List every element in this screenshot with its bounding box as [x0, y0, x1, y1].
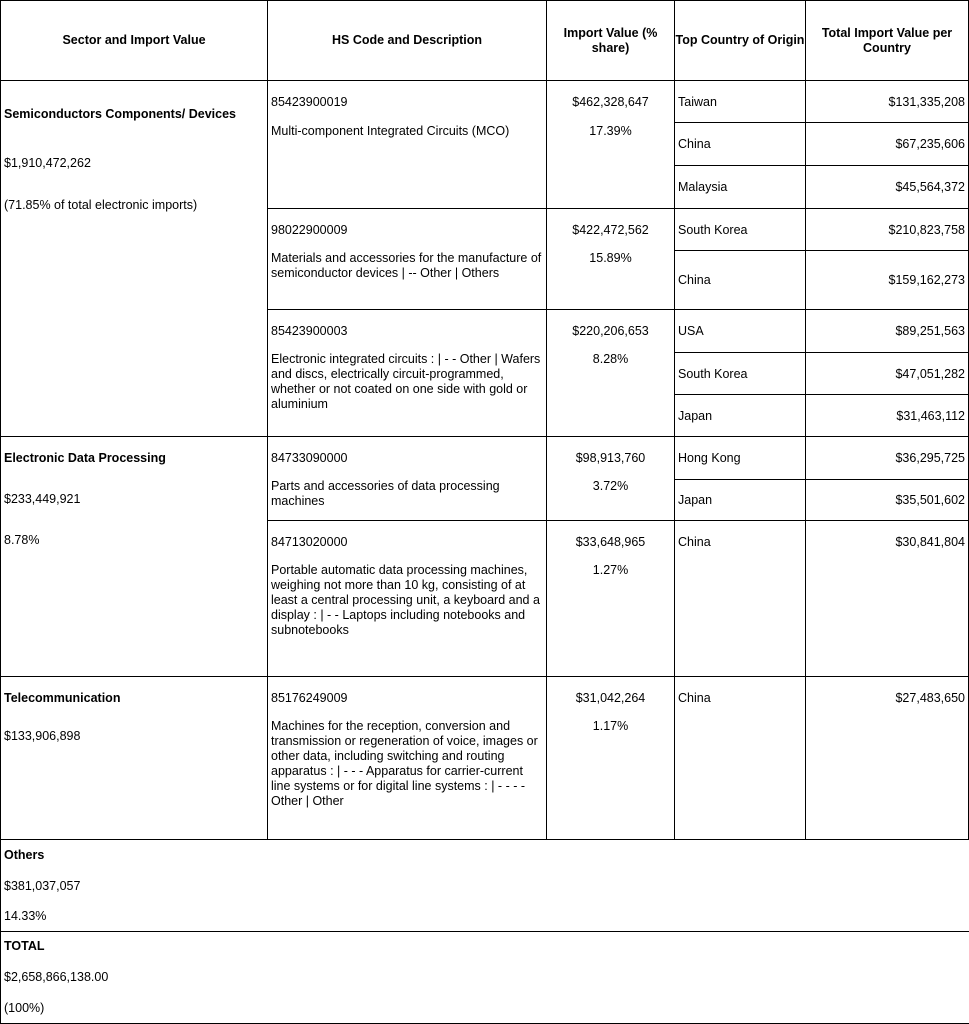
- hs-cell: [268, 81, 547, 209]
- country-name: Malaysia: [678, 180, 728, 194]
- country-value: $159,162,273: [888, 273, 965, 287]
- import-value: $33,648,965: [575, 535, 646, 549]
- hs-code: 85423900019: [271, 95, 348, 109]
- import-share: 17.39%: [589, 124, 632, 138]
- sector-share: (71.85% of total electronic imports): [4, 198, 198, 212]
- country-cell: [675, 521, 806, 677]
- country-name: South Korea: [678, 222, 748, 237]
- country-value: $35,501,602: [895, 493, 965, 507]
- total-value: $2,658,866,138.00: [4, 970, 109, 984]
- hs-description: Machines for the reception, conversion and transmission or regeneration of voice, images or other data, including switching and routing apparatus : | - - - Apparatus for carrier-current line systems or for digital line systems : | - - - - Other | Other: [271, 719, 538, 808]
- country-cell: [675, 123, 806, 166]
- import-value-cell: [547, 81, 675, 209]
- import-value-cell: [547, 209, 675, 310]
- import-share: 8.28%: [592, 352, 629, 366]
- country-name: China: [678, 691, 711, 705]
- country-value: $47,051,282: [895, 366, 965, 381]
- sector-share: 8.78%: [4, 533, 40, 547]
- header-top-country: Top Country of Origin: [675, 1, 806, 81]
- country-cell: [675, 209, 806, 251]
- country-value-cell: [806, 166, 969, 209]
- country-value-cell: [806, 395, 969, 437]
- country-name: Hong Kong: [678, 451, 741, 465]
- country-cell: [675, 81, 806, 123]
- others-value: $381,037,057: [4, 879, 81, 893]
- country-name: Taiwan: [678, 94, 717, 109]
- country-value: $89,251,563: [895, 324, 965, 338]
- hs-cell: [268, 310, 547, 437]
- hs-code: 98022900009: [271, 223, 348, 237]
- sector-name: Telecommunication: [4, 691, 121, 705]
- hs-cell: [268, 209, 547, 310]
- country-cell: [675, 166, 806, 209]
- country-value-cell: [806, 251, 969, 310]
- import-value-cell: [547, 310, 675, 437]
- country-cell: [675, 395, 806, 437]
- hs-description: Portable automatic data processing machines, weighing not more than 10 kg, consisting of at least a central processing unit, a keyboard and a display : | - - Laptops including notebooks and subnotebooks: [271, 563, 540, 637]
- sector-name: Electronic Data Processing: [4, 451, 166, 465]
- country-value: $27,483,650: [895, 691, 965, 705]
- import-value: $98,913,760: [575, 451, 646, 465]
- sector-name: Semiconductors Components/ Devices: [4, 107, 237, 121]
- import-share: 1.17%: [592, 719, 629, 733]
- country-value: $30,841,804: [895, 535, 965, 549]
- country-value: $31,463,112: [896, 408, 965, 423]
- hs-code: 84733090000: [271, 451, 348, 465]
- country-name: China: [678, 535, 711, 549]
- import-value: $220,206,653: [572, 324, 649, 338]
- country-cell: [675, 310, 806, 353]
- hs-description: Electronic integrated circuits : | - - Other | Wafers and discs, electrically circuit-programmed, whether or not coated on one side with gold or aluminium: [271, 352, 541, 411]
- import-value-cell: [547, 677, 675, 840]
- import-value-cell: [547, 437, 675, 521]
- country-value: $45,564,372: [895, 180, 965, 194]
- others-share: 14.33%: [4, 909, 47, 923]
- country-value-cell: [806, 209, 969, 251]
- total-share: (100%): [4, 1001, 45, 1015]
- header-import-value: Import Value (% share): [547, 1, 675, 81]
- country-value: $131,335,208: [888, 94, 965, 109]
- country-value: $36,295,725: [895, 451, 965, 465]
- hs-description: Parts and accessories of data processing machines: [271, 479, 500, 508]
- country-name: USA: [678, 324, 704, 338]
- hs-code: 85176249009: [271, 691, 348, 705]
- import-value: $422,472,562: [572, 223, 649, 237]
- import-value: $462,328,647: [572, 95, 649, 109]
- country-value-cell: [806, 310, 969, 353]
- country-value: $67,235,606: [895, 137, 965, 151]
- country-value-cell: [806, 81, 969, 123]
- country-cell: [675, 677, 806, 840]
- import-share: 1.27%: [592, 563, 629, 577]
- country-value: $210,823,758: [888, 222, 965, 237]
- hs-description: Multi-component Integrated Circuits (MCO): [271, 124, 510, 138]
- hs-cell: [268, 521, 547, 677]
- country-cell: [675, 480, 806, 521]
- country-cell: [675, 353, 806, 395]
- header-hs-code: HS Code and Description: [268, 1, 547, 81]
- others-row: [1, 840, 969, 932]
- header-total-per-country: Total Import Value per Country: [806, 1, 969, 81]
- country-name: China: [678, 273, 711, 287]
- import-value-cell: [547, 521, 675, 677]
- country-cell: [675, 251, 806, 310]
- import-share: 3.72%: [592, 479, 629, 493]
- import-value: $31,042,264: [575, 691, 646, 705]
- sector-value: $133,906,898: [4, 729, 81, 743]
- country-name: South Korea: [678, 366, 748, 381]
- country-value-cell: [806, 123, 969, 166]
- import-share: 15.89%: [589, 251, 632, 265]
- country-name: Japan: [678, 493, 713, 507]
- total-cell: [1, 932, 969, 1024]
- hs-code: 85423900003: [271, 324, 348, 338]
- header-sector: Sector and Import Value: [1, 1, 268, 81]
- sector-value: $1,910,472,262: [4, 156, 91, 170]
- others-label: Others: [4, 848, 45, 862]
- total-label: TOTAL: [4, 939, 45, 953]
- country-value-cell: [806, 677, 969, 840]
- hs-description: Materials and accessories for the manufacture of semiconductor devices | -- Other | Others: [271, 251, 542, 280]
- hs-cell: [268, 677, 547, 840]
- country-name: China: [678, 137, 711, 151]
- hs-code: 84713020000: [271, 535, 348, 549]
- table-row: [1, 677, 969, 840]
- header-row: [1, 1, 969, 81]
- hs-cell: [268, 437, 547, 521]
- country-cell: [675, 437, 806, 480]
- table-row: [1, 437, 969, 480]
- sector-cell-telecommunication: [1, 677, 268, 840]
- country-name: Japan: [678, 408, 713, 423]
- country-value-cell: [806, 521, 969, 677]
- table-row: [1, 81, 969, 123]
- sector-cell-electronic-data-processing: [1, 437, 268, 677]
- sector-value: $233,449,921: [4, 492, 81, 506]
- sector-cell-semiconductors: [1, 81, 268, 437]
- country-value-cell: [806, 353, 969, 395]
- total-row: [1, 932, 969, 1024]
- country-value-cell: [806, 437, 969, 480]
- country-value-cell: [806, 480, 969, 521]
- others-cell: [1, 840, 969, 932]
